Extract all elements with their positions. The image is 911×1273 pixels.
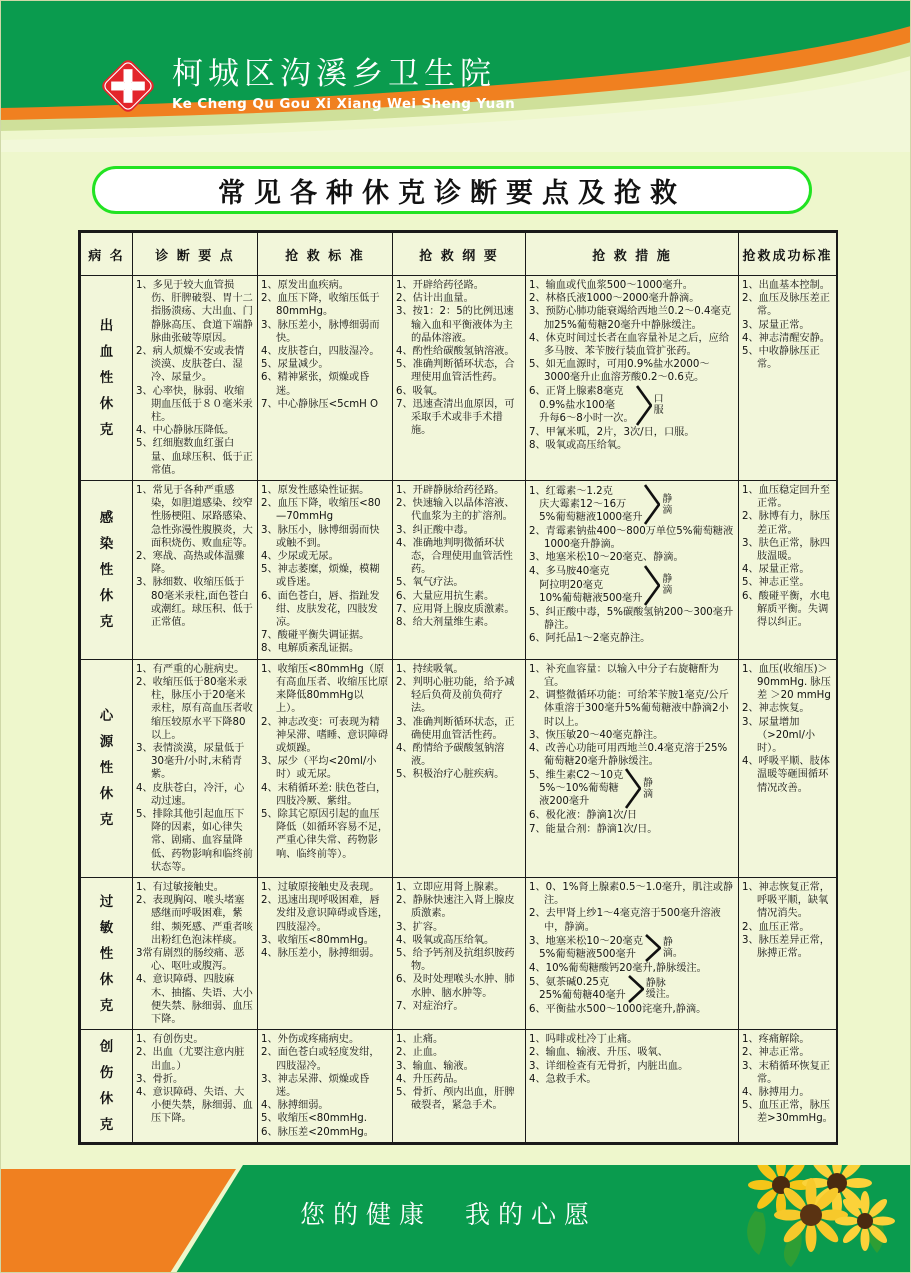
list-item: 1、止痛。 xyxy=(396,1034,444,1046)
list-item: 7、能量合剂：静滴1次/日。 xyxy=(529,823,658,835)
list-item: 1、常见于各种严重感染，如胆道感染、绞窄性肠梗阻、尿路感染、急性弥漫性腹膜炎，大面积烧伤、败血症等。 xyxy=(136,485,253,549)
table-column-header-1: 病 名 xyxy=(81,233,133,276)
administration-route-label: 静 滴 xyxy=(662,493,673,516)
list-item: 3、表情淡漠，尿量低于30毫升/小时,末稍青紫。 xyxy=(136,742,245,781)
list-item: 5、收缩压<80mmHg. xyxy=(261,1113,367,1125)
list-item xyxy=(529,385,735,426)
list-item: 2、血压正常。 xyxy=(742,921,810,933)
list-item: 8、给大剂量维生素。 xyxy=(396,617,495,629)
list-item: 5、氧气疗法。 xyxy=(396,577,464,589)
list-item: 1、持续吸氧。 xyxy=(396,663,464,675)
list-item: 4、脉搏细弱。 xyxy=(261,1100,329,1112)
list-item: 5、准确判断循环状态，合理使用血管活性药。 xyxy=(396,359,515,384)
list-item: 4、意识障碍、失语、大小便失禁，脉细弱、血压下降。 xyxy=(136,1086,253,1125)
list-item: 3、末稍循环恢复正常。 xyxy=(742,1060,830,1085)
shock-reference-table xyxy=(80,232,837,1143)
list-item: 4、准确地判明微循环状态，合理使用血管活性药。 xyxy=(396,537,513,576)
diagnosis-points-cell xyxy=(133,1030,258,1143)
list-item: 1、过敏原接触史及表现。 xyxy=(261,881,380,893)
list-item: 5、神志萎糜，烦燥，模糊或昏迷。 xyxy=(261,564,380,589)
administration-route-label: 静 滴 xyxy=(662,574,673,597)
list-item: 2、估计出血量。 xyxy=(396,293,474,305)
rescue-success-criteria-cell xyxy=(739,877,837,1029)
rescue-measures-cell xyxy=(526,877,739,1029)
diagnosis-points-cell xyxy=(133,276,258,481)
list-item xyxy=(529,484,735,525)
list-item: 5、积极治疗心脏疾病。 xyxy=(396,769,505,781)
list-item: 2、去甲肾上纱1～4毫克溶于500毫升溶液中，静滴。 xyxy=(529,908,721,933)
list-item: 7、中心静脉压<5cmH O xyxy=(261,398,379,410)
rescue-measures-cell xyxy=(526,481,739,660)
list-item: 6、及时处理喉头水肿、肺水肿、脑水肿等。 xyxy=(396,974,515,999)
rescue-measures-cell xyxy=(526,276,739,481)
disease-name-cell: 出 血 性 休 克 xyxy=(81,276,133,481)
list-item: 2、迅速出现呼吸困难，唇发绀及意识障碍或昏迷，四肢湿冷。 xyxy=(261,895,389,933)
list-item: 3、脉压差异正常，脉搏正常。 xyxy=(742,934,830,959)
list-item: 1、出血基本控制。 xyxy=(742,280,830,291)
administration-route-label: 静脉 缓注。 xyxy=(645,977,676,1000)
list-item: 5、排除其他引起血压下降的因素，如心律失常、剧痛、血容量降低、药物影响和临终前状态等。 xyxy=(136,808,253,873)
list-item: 3、纠正酸中毒。 xyxy=(396,524,474,536)
list-item: 3、输血、输液。 xyxy=(396,1060,474,1072)
grouped-prescription: 4、多马胺40毫克 阿拉明20毫克 10%葡萄糖液500毫升 静 滴 xyxy=(529,566,673,604)
list-item: 7、应用肾上腺皮质激素。 xyxy=(396,603,515,615)
disease-name-cell: 感 染 性 休 克 xyxy=(81,481,133,660)
hospital-name-block xyxy=(172,56,515,113)
list-item: 4、末稍循环差: 肤色苍白，四肢冷厥、紫绀。 xyxy=(261,782,387,807)
list-item: 4、10%葡萄糖酸钙20毫升,静脉缓注。 xyxy=(529,962,707,974)
diagnosis-points-cell xyxy=(133,659,258,877)
hospital-logo-icon xyxy=(100,58,156,114)
list-item: 4、吸氧或高压给氧。 xyxy=(396,934,495,946)
administration-route-label: 静 滴 xyxy=(643,777,654,800)
list-item: 2、寒战、高热或体温骤降。 xyxy=(136,551,245,576)
list-item: 4、尿量正常。 xyxy=(742,564,810,576)
list-item: 1、外伤或疼痛病史。 xyxy=(261,1034,360,1046)
list-item: 2、输血、输液、升压、吸氧、 xyxy=(529,1047,668,1059)
table-row xyxy=(81,659,837,877)
rescue-outline-cell xyxy=(393,276,526,481)
list-item: 1、补充血容量：以输入中分子右旋糖酐为宜。 xyxy=(529,663,719,688)
rescue-standard-cell xyxy=(258,659,393,877)
table-row xyxy=(81,877,837,1029)
list-item: 2、病人烦燥不安或表情淡漠、皮肤苍白、湿冷、尿量少。 xyxy=(136,346,245,384)
rescue-outline-cell xyxy=(393,1030,526,1143)
list-item: 2、静脉快速注入肾上腺皮质激素。 xyxy=(396,895,515,920)
list-item: 4、脉搏用力。 xyxy=(742,1086,810,1098)
list-item: 3、骨折。 xyxy=(136,1073,184,1085)
list-item: 6、脉压差<20mmHg。 xyxy=(261,1126,374,1138)
list-item: 7、酸碰平衡失调证据。 xyxy=(261,630,370,642)
rescue-measures-cell xyxy=(526,659,739,877)
diagnosis-points-cell xyxy=(133,481,258,660)
rescue-success-criteria-cell xyxy=(739,1030,837,1143)
list-item: 1、有过敏接触史。 xyxy=(136,881,224,893)
list-item: 7、对症治疗。 xyxy=(396,1000,464,1012)
list-item: 5、如无血源时，可用0.9%盐水2000～3000毫升止血溶芳酸0.2～0.6克。 xyxy=(529,359,710,384)
list-item: 6、平衡盐水500～1000诧毫升,静滴。 xyxy=(529,1003,707,1015)
list-item: 2、血压下降，收缩压低于80mmHg。 xyxy=(261,293,380,318)
brace-icon xyxy=(644,565,660,606)
list-item: 3、地塞米松10～20毫克、静滴。 xyxy=(529,552,684,564)
list-item: 3常有剧烈的肠绞痛、恶心、呕吐或腹泻。 xyxy=(136,947,245,973)
list-item: 4、急救手术。 xyxy=(529,1073,597,1085)
brace-icon xyxy=(636,385,652,426)
list-item: 2、止血。 xyxy=(396,1047,444,1059)
list-item: 4、皮肤苍白，四肢湿冷。 xyxy=(261,346,380,358)
brace-icon xyxy=(625,768,641,809)
list-item: 1、原发性感染性证据。 xyxy=(261,485,370,497)
list-item: 3、脉细数、收缩压低于80毫米汞柱,面色苍白或潮红。球压积、低于正常值。 xyxy=(136,577,253,629)
list-item: 4、脉压差小，脉搏细弱。 xyxy=(261,947,380,959)
list-item: 6、酸碰平衡，水电解质平衡。失调得以纠正。 xyxy=(742,590,830,629)
list-item: 4、意识障碍、四肢麻木、抽搐、失语、大小便失禁、脉细弱、血压下降。 xyxy=(136,974,253,1025)
table-header xyxy=(81,233,837,276)
list-item xyxy=(529,975,735,1003)
list-item: 2、收缩压低于80毫米汞柱，脉压小于20毫米汞柱，原有高血压者收缩压较原水平下降80以上。 xyxy=(136,676,253,741)
grouped-prescription: 5、维生素C2～10克 5%～10%葡萄糖 液200毫升 静 滴 xyxy=(529,770,654,808)
table-column-header-3: 抢 救 标 准 xyxy=(258,233,393,276)
rescue-standard-cell xyxy=(258,276,393,481)
list-item: 3、尿量增加（>20ml/小时）。 xyxy=(742,716,816,754)
rescue-standard-cell xyxy=(258,481,393,660)
list-item: 2、脉博有力，脉压差正常。 xyxy=(742,511,830,536)
list-item: 6、阿托品1～2毫克静注。 xyxy=(529,633,651,645)
list-item: 6、大量应用抗生素。 xyxy=(396,590,495,602)
list-item: 1、有创伤史。 xyxy=(136,1034,204,1046)
list-item: 2、血压下降，收缩压<80—70mmHg xyxy=(261,498,381,523)
table-row xyxy=(81,481,837,660)
list-item: 2、林格氏液1000～2000毫升静滴。 xyxy=(529,293,700,305)
list-item: 5、红细胞数血红蛋白量、血球压积、低于正常值。 xyxy=(136,438,253,476)
page-title: 常见各种休克诊断要点及抢救 xyxy=(218,177,686,209)
list-item: 3、准确判断循环状态，正确使用血管活性药。 xyxy=(396,716,515,741)
list-item: 6、吸氧。 xyxy=(396,385,444,397)
list-item: 5、血压正常，脉压差>30mmHg。 xyxy=(742,1100,833,1125)
list-item: 4、中心静脉压降低。 xyxy=(136,425,235,437)
list-item: 3、恢压敏20～40毫克静注。 xyxy=(529,729,664,741)
administration-route-label: 静 滴。 xyxy=(662,936,683,959)
list-item: 1、有严重的心脏病史。 xyxy=(136,663,245,675)
list-item: 1、开辟静脉给药径路。 xyxy=(396,485,505,497)
rescue-success-criteria-cell xyxy=(739,276,837,481)
list-item: 5、纠正酸中毒，5%碳酸氢钠200～300毫升静注。 xyxy=(529,606,734,631)
brace-icon xyxy=(628,975,644,1003)
rescue-success-criteria-cell xyxy=(739,659,837,877)
list-item: 3、神志呆滞、烦燥或昏迷。 xyxy=(261,1073,370,1098)
disease-name-cell: 心 源 性 休 克 xyxy=(81,659,133,877)
list-item: 8、吸氧或高压给氧。 xyxy=(529,439,628,451)
list-item xyxy=(529,565,735,606)
list-item: 1、开辟给药径路。 xyxy=(396,280,484,291)
list-item: 2、青霉素钠盐400～800万单位5%葡萄糖液1000毫升静滴。 xyxy=(529,526,734,551)
list-item: 4、皮肤苍白，冷汗，心动过速。 xyxy=(136,782,245,807)
grouped-prescription: 6、正肾上腺素8毫克 0.9%盐水100毫 升每6～8小时一次。 口 服 xyxy=(529,386,664,424)
rescue-outline-cell xyxy=(393,877,526,1029)
list-item: 4、改善心功能可用西地兰0.4毫克溶于25%葡萄糖20毫升静脉缓注。 xyxy=(529,742,728,768)
list-item: 6、极化液：静滴1次/日 xyxy=(529,810,638,822)
list-item: 4、酌性给碳酸氢钠溶液。 xyxy=(396,346,515,358)
list-item: 1、血压(收缩压)＞90mmHg. 脉压差 ＞20 mmHg xyxy=(742,663,831,702)
list-item: 2、出血（尤要注意内脏出血。） xyxy=(136,1047,245,1072)
list-item: 4、酌情给予碳酸氢钠溶液。 xyxy=(396,742,505,768)
footer-banner xyxy=(0,1165,911,1273)
list-item: 5、中收静脉压正常。 xyxy=(742,346,820,371)
rescue-success-criteria-cell xyxy=(739,481,837,660)
grouped-prescription: 5、氨茶碱0.25克 25%葡萄糖40毫升 静脉 缓注。 xyxy=(529,976,676,1001)
table-column-header-5: 抢 救 措 施 xyxy=(526,233,739,276)
diagnosis-points-cell xyxy=(133,877,258,1029)
list-item: 5、神志正堂。 xyxy=(742,577,810,589)
table-body xyxy=(81,276,837,1143)
list-item: 5、除其它原因引起的血压降低（如循环容易不足，严重心律失常、药物影响、临终前等）。 xyxy=(261,808,389,860)
rescue-outline-cell xyxy=(393,659,526,877)
rescue-standard-cell xyxy=(258,1030,393,1143)
list-item: 3、肤色正常，脉四肢温暖。 xyxy=(742,537,830,563)
list-item: 1、神志恢复正常，呼吸平顺，缺氧情况消失。 xyxy=(742,881,830,920)
list-item: 3、扩容。 xyxy=(396,921,444,933)
list-item: 1、原发出血疾病。 xyxy=(261,280,349,291)
table-row xyxy=(81,1030,837,1143)
list-item: 4、休克时间过长者在血容量补足之后，应给多马胺、苯苄胺行装血管扩张药。 xyxy=(529,332,730,358)
list-item: 3、收缩压<80mmHg。 xyxy=(261,934,374,946)
disease-name-cell: 过 敏 性 休 克 xyxy=(81,877,133,1029)
list-item: 3、详细检查有无骨折，内脏出血。 xyxy=(529,1060,689,1072)
grouped-prescription: 1、红霉素～1.2克 庆大霉素12～16万 5%葡萄糖液1000毫升 静 滴 xyxy=(529,485,673,524)
list-item: 5、给予钙剂及抗组织胺药物。 xyxy=(396,947,515,973)
list-item: 3、按1：2：5的比例迅速输入血和平衡液体为主的晶体溶液。 xyxy=(396,306,514,344)
list-item: 1、疼痛解除。 xyxy=(742,1034,810,1046)
list-item: 2、面色苍白或轻度发绀，四肢湿冷。 xyxy=(261,1047,380,1072)
rescue-outline-cell xyxy=(393,481,526,660)
list-item: 1、0、1%肾上腺素0.5～1.0毫升，肌注或静注。 xyxy=(529,881,734,907)
list-item: 2、神志改变：可表现为精神呆滞、嗜睡、意识障碍或烦躁。 xyxy=(261,716,389,754)
shock-reference-table-container xyxy=(78,230,838,1145)
list-item: 1、吗啡或杜冷丁止痛。 xyxy=(529,1034,638,1046)
disease-name-cell: 创 伤 休 克 xyxy=(81,1030,133,1143)
list-item xyxy=(529,934,735,962)
list-item: 2、神志正常。 xyxy=(742,1047,810,1059)
brace-icon xyxy=(644,484,660,525)
list-item: 4、呼吸平顺、肢体温暖等砸围循环情况改善。 xyxy=(742,756,830,794)
list-item: 7、迅速查清出血原因，可采取手术或非手术措施。 xyxy=(396,398,515,437)
table-column-header-4: 抢 救 纲 要 xyxy=(393,233,526,276)
list-item: 2、血压及脉压差正常。 xyxy=(742,293,830,318)
table-column-header-6: 抢救成功标准 xyxy=(739,233,837,276)
list-item: 1、多见于较大血管损伤、肝脾破裂、胃十二指肠溃疡、大出血、门静脉高压、食道下端静脉曲张破等原因。 xyxy=(136,280,253,344)
list-item: 2、快速输入以晶体溶液、代血浆为主的扩溶剂。 xyxy=(396,498,515,523)
brace-icon xyxy=(645,934,661,962)
list-item: 3、尿量正常。 xyxy=(742,319,810,331)
sunflower-bouquet-icon xyxy=(737,1165,897,1267)
list-item: 6、精神紧张，烦燥或昏迷。 xyxy=(261,372,370,397)
list-item: 1、血压稳定回升至正常。 xyxy=(742,485,830,510)
list-item: 8、电解质紊乱证据。 xyxy=(261,643,360,655)
list-item xyxy=(529,768,735,809)
list-item: 4、少尿或无尿。 xyxy=(261,551,339,563)
list-item: 1、收缩压<80mmHg（原有高血压者、收缩压比原来降低80mmHg以上）。 xyxy=(261,663,389,715)
table-column-header-2: 诊 断 要 点 xyxy=(133,233,258,276)
list-item: 3、心率快，脉弱、收缩期血压低于８０毫米汞柱。 xyxy=(136,385,253,424)
poster-title-banner xyxy=(92,166,812,214)
hospital-name-pinyin: Ke Cheng Qu Gou Xi Xiang Wei Sheng Yuan xyxy=(172,96,516,112)
header-banner xyxy=(0,0,911,152)
list-item: 6、面色苍白，唇、指趾发绀、皮肤发花，四肢发凉。 xyxy=(261,590,380,629)
list-item: 2、神志恢复。 xyxy=(742,703,810,715)
rescue-standard-cell xyxy=(258,877,393,1029)
list-item: 5、骨折、颅内出血，肝脾破裂者，紧急手术。 xyxy=(396,1086,515,1112)
administration-route-label: 口 服 xyxy=(653,394,664,417)
list-item: 2、判明心脏功能，给予减轻后负荷及前负荷疗法。 xyxy=(396,676,515,715)
table-header-row xyxy=(81,233,837,276)
list-item: 5、尿量减少。 xyxy=(261,359,329,371)
grouped-prescription: 3、地塞米松10～20毫克 5%葡萄糖液500毫升 静 滴。 xyxy=(529,935,683,960)
list-item: 7、甲氰米呱，2片，3次/日，口服。 xyxy=(529,426,695,438)
hospital-name-chinese: 柯城区沟溪乡卫生院 xyxy=(172,56,496,92)
list-item: 3、预防心肺功能衰竭给西地兰0.2～0.4毫克加25%葡萄糖20毫升中静脉缓注。 xyxy=(529,306,731,331)
list-item: 2、表现胸闷、喉头堵塞感继而呼吸困难，紫绀、频死感、严重者咳出粉红色泡沫样痰。 xyxy=(136,895,253,946)
table-row xyxy=(81,276,837,481)
footer-slogan: 您的健康 我的心愿 xyxy=(300,1200,598,1229)
list-item: 2、调整微循环功能：可给苯苄胺1毫克/公斤体重溶于300毫升5%葡萄糖液中静滴2小时以上。 xyxy=(529,690,729,728)
rescue-measures-cell xyxy=(526,1030,739,1143)
list-item: 3、尿少（平均<20ml/小时）或无尿。 xyxy=(261,756,377,781)
list-item: 3、脉压差小，脉博细弱而快。 xyxy=(261,319,380,344)
list-item: 1、输血或代血浆500～1000毫升。 xyxy=(529,280,693,291)
list-item: 1、立即应用肾上腺素。 xyxy=(396,881,505,893)
list-item: 3、脉压小，脉博细弱而快或触不到。 xyxy=(261,524,380,549)
list-item: 4、升压药品。 xyxy=(396,1073,464,1085)
list-item: 4、神志清醒安静。 xyxy=(742,332,830,344)
